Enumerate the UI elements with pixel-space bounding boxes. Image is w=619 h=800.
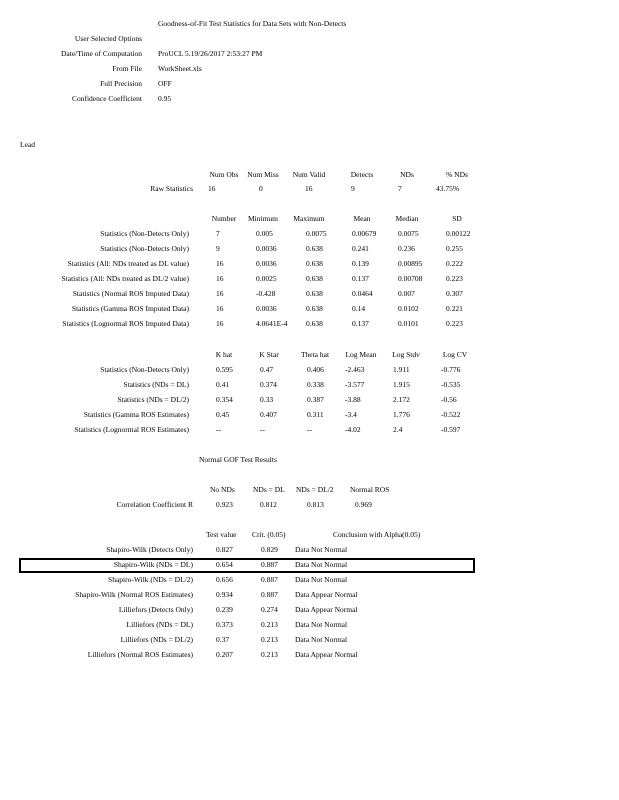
summary-header: Median	[395, 214, 419, 223]
summary-cell: 0.0464	[352, 289, 373, 298]
summary-cell: 16	[216, 304, 224, 313]
gamma-cell: -0.776	[441, 365, 461, 374]
summary-cell: 0.638	[306, 289, 323, 298]
gamma-cell: 0.387	[307, 395, 324, 404]
gamma-cell: -3.577	[345, 380, 365, 389]
highlight-box	[19, 558, 475, 573]
gamma-header: K hat	[215, 350, 233, 359]
test-crit: 0.213	[261, 650, 278, 659]
summary-cell: 0.00122	[446, 229, 471, 238]
summary-cell: 0.137	[352, 319, 369, 328]
gamma-cell: 1.911	[393, 365, 410, 374]
test-row-label: Shapiro-Wilk (Detects Only)	[106, 545, 193, 554]
summary-row-label: Statistics (Lognormal ROS Imputed Data)	[62, 319, 189, 328]
summary-cell: 0.241	[352, 244, 369, 253]
summary-cell: 0.638	[306, 244, 323, 253]
test-row-label: Shapiro-Wilk (Normal ROS Estimates)	[75, 590, 193, 599]
test-crit: 0.887	[261, 560, 278, 569]
gamma-cell: -0.597	[441, 425, 461, 434]
test-conclusion: Data Not Normal	[295, 620, 348, 629]
gamma-cell: 0.338	[307, 380, 324, 389]
summary-cell: 0.137	[352, 274, 369, 283]
gamma-cell: 0.33	[260, 395, 274, 404]
option-label: Full Precision	[100, 79, 142, 88]
raw-value: 9	[351, 184, 355, 193]
gamma-cell: --	[216, 425, 221, 434]
corr-header: NDs = DL	[253, 485, 285, 494]
summary-cell: 0.638	[306, 319, 323, 328]
summary-row-label: Statistics (Gamma ROS Imputed Data)	[71, 304, 189, 313]
summary-cell: 0.0036	[256, 244, 277, 253]
summary-cell: 0.255	[446, 244, 463, 253]
test-header: Crit. (0.05)	[252, 530, 286, 539]
option-value: OFF	[158, 79, 172, 88]
summary-cell: -0.428	[256, 289, 276, 298]
gamma-cell: --	[307, 425, 312, 434]
raw-value: 16	[305, 184, 313, 193]
summary-cell: 0.0025	[256, 274, 277, 283]
summary-cell: 0.0075	[306, 229, 327, 238]
test-row-label: Shapiro-Wilk (NDs = DL/2)	[108, 575, 193, 584]
gamma-cell: 0.47	[260, 365, 274, 374]
test-conclusion: Data Not Normal	[295, 635, 348, 644]
raw-value: 0	[259, 184, 263, 193]
gamma-cell: 2.4	[393, 425, 403, 434]
summary-header: Maximum	[293, 214, 325, 223]
summary-cell: 7	[216, 229, 220, 238]
gamma-cell: -3.4	[345, 410, 357, 419]
raw-header: Detects	[350, 170, 374, 179]
summary-header: Number	[211, 214, 237, 223]
option-value: 0.95	[158, 94, 172, 103]
raw-value: 16	[208, 184, 216, 193]
gamma-cell: --	[260, 425, 265, 434]
test-conclusion: Data Not Normal	[295, 545, 348, 554]
test-header: Conclusion with Alpha(0.05)	[333, 530, 421, 539]
raw-header: NDs	[400, 170, 414, 179]
gamma-cell: 0.407	[260, 410, 277, 419]
test-crit: 0.213	[261, 620, 278, 629]
test-value: 0.239	[216, 605, 233, 614]
test-value: 0.373	[216, 620, 233, 629]
gamma-cell: 1.776	[393, 410, 410, 419]
gamma-cell: 0.311	[307, 410, 324, 419]
summary-row-label: Statistics (All: NDs treated as DL value)	[67, 259, 189, 268]
gamma-cell: 0.374	[260, 380, 277, 389]
summary-row-label: Statistics (Normal ROS Imputed Data)	[72, 289, 189, 298]
summary-cell: 0.223	[446, 319, 463, 328]
corr-value: 0.812	[260, 500, 277, 509]
summary-cell: 9	[216, 244, 220, 253]
summary-cell: 0.14	[352, 304, 366, 313]
gamma-header: K Star	[259, 350, 279, 359]
test-crit: 0.887	[261, 590, 278, 599]
raw-value: 7	[398, 184, 402, 193]
test-row-label: Lilliefors (NDs = DL)	[126, 620, 193, 629]
option-label: Confidence Coefficient	[71, 94, 142, 103]
summary-cell: 0.0036	[256, 259, 277, 268]
gamma-header: Theta hat	[300, 350, 330, 359]
gamma-row-label: Statistics (NDs = DL)	[123, 380, 189, 389]
variable-name: Lead	[20, 140, 35, 149]
option-label: From File	[112, 64, 142, 73]
summary-cell: 0.0036	[256, 304, 277, 313]
gamma-header: Log CV	[442, 350, 468, 359]
summary-cell: 0.638	[306, 259, 323, 268]
gamma-row-label: Statistics (NDs = DL/2)	[117, 395, 189, 404]
gamma-header: Log Stdv	[392, 350, 420, 359]
test-value: 0.934	[216, 590, 233, 599]
summary-cell: 0.005	[256, 229, 273, 238]
test-crit: 0.274	[261, 605, 278, 614]
gamma-cell: 0.45	[216, 410, 230, 419]
test-value: 0.654	[216, 560, 233, 569]
summary-cell: 0.00679	[352, 229, 377, 238]
test-crit: 0.887	[261, 575, 278, 584]
summary-cell: 0.139	[352, 259, 369, 268]
test-conclusion: Data Not Normal	[295, 575, 348, 584]
test-row-label: Lilliefors (Detects Only)	[118, 605, 193, 614]
gamma-cell: 2.172	[393, 395, 410, 404]
test-conclusion: Data Appear Normal	[295, 590, 358, 599]
option-value: ProUCL 5.19/26/2017 2:53:27 PM	[158, 49, 263, 58]
test-value: 0.207	[216, 650, 233, 659]
raw-header: % NDs	[446, 170, 468, 179]
gamma-cell: 0.406	[307, 365, 324, 374]
summary-header: Mean	[353, 214, 371, 223]
summary-cell: 0.221	[446, 304, 463, 313]
summary-cell: 4.0641E-4	[256, 319, 288, 328]
gamma-cell: -3.88	[345, 395, 361, 404]
summary-cell: 0.007	[398, 289, 415, 298]
test-crit: 0.829	[261, 545, 278, 554]
test-conclusion: Data Appear Normal	[295, 605, 358, 614]
test-row-label: Lilliefors (Normal ROS Estimates)	[87, 650, 193, 659]
summary-cell: 0.638	[306, 304, 323, 313]
gamma-row-label: Statistics (Lognormal ROS Estimates)	[74, 425, 189, 434]
gamma-row-label: Statistics (Non-Detects Only)	[100, 365, 189, 374]
summary-cell: 0.222	[446, 259, 463, 268]
summary-row-label: Statistics (All: NDs treated as DL/2 value)	[61, 274, 189, 283]
raw-label: Raw Statistics	[150, 184, 193, 193]
test-row-label: Shapiro-Wilk (NDs = DL)	[113, 560, 193, 569]
gamma-header: Log Mean	[345, 350, 377, 359]
gamma-cell: -4.02	[345, 425, 361, 434]
test-conclusion: Data Not Normal	[295, 560, 348, 569]
summary-row-label: Statistics (Non-Detects Only)	[100, 244, 189, 253]
summary-cell: 0.223	[446, 274, 463, 283]
corr-header: NDs = DL/2	[296, 485, 334, 494]
raw-value: 43.75%	[436, 184, 460, 193]
gamma-cell: -0.535	[441, 380, 461, 389]
test-value: 0.656	[216, 575, 233, 584]
normal-gof-title: Normal GOF Test Results	[199, 455, 277, 464]
test-value: 0.37	[216, 635, 230, 644]
summary-header: Minimum	[247, 214, 278, 223]
summary-cell: 0.00895	[398, 259, 423, 268]
corr-header: Normal ROS	[350, 485, 390, 494]
summary-cell: 0.307	[446, 289, 463, 298]
option-label: Date/Time of Computation	[61, 49, 142, 58]
summary-header: SD	[452, 214, 462, 223]
test-conclusion: Data Appear Normal	[295, 650, 358, 659]
summary-cell: 16	[216, 259, 224, 268]
summary-cell: 16	[216, 289, 224, 298]
summary-cell: 0.236	[398, 244, 415, 253]
summary-cell: 16	[216, 319, 224, 328]
summary-cell: 0.638	[306, 274, 323, 283]
corr-value: 0.969	[355, 500, 372, 509]
summary-cell: 16	[216, 274, 224, 283]
summary-cell: 0.0101	[398, 319, 419, 328]
corr-header: No NDs	[210, 485, 235, 494]
test-value: 0.827	[216, 545, 233, 554]
gamma-cell: -0.56	[441, 395, 457, 404]
gamma-cell: 1.915	[393, 380, 410, 389]
raw-header: Num Obs	[209, 170, 239, 179]
summary-cell: 0.0075	[398, 229, 419, 238]
gamma-cell: 0.595	[216, 365, 233, 374]
gamma-cell: 0.41	[216, 380, 230, 389]
corr-label: Correlation Coefficient R	[116, 500, 193, 509]
summary-row-label: Statistics (Non-Detects Only)	[100, 229, 189, 238]
option-value: WorkSheet.xls	[158, 64, 202, 73]
summary-cell: 0.00708	[398, 274, 423, 283]
corr-value: 0.813	[307, 500, 324, 509]
test-crit: 0.213	[261, 635, 278, 644]
test-header: Test value	[206, 530, 237, 539]
gamma-cell: -2.463	[345, 365, 365, 374]
report-title: Goodness-of-Fit Test Statistics for Data Sets with Non-Detects	[158, 19, 347, 28]
summary-cell: 0.0102	[398, 304, 419, 313]
gamma-cell: -0.522	[441, 410, 461, 419]
raw-header: Num Valid	[292, 170, 326, 179]
raw-header: Num Miss	[247, 170, 279, 179]
corr-value: 0.923	[216, 500, 233, 509]
option-label: User Selected Options	[74, 34, 142, 43]
gamma-row-label: Statistics (Gamma ROS Estimates)	[83, 410, 189, 419]
gamma-cell: 0.354	[216, 395, 233, 404]
test-row-label: Lilliefors (NDs = DL/2)	[120, 635, 193, 644]
